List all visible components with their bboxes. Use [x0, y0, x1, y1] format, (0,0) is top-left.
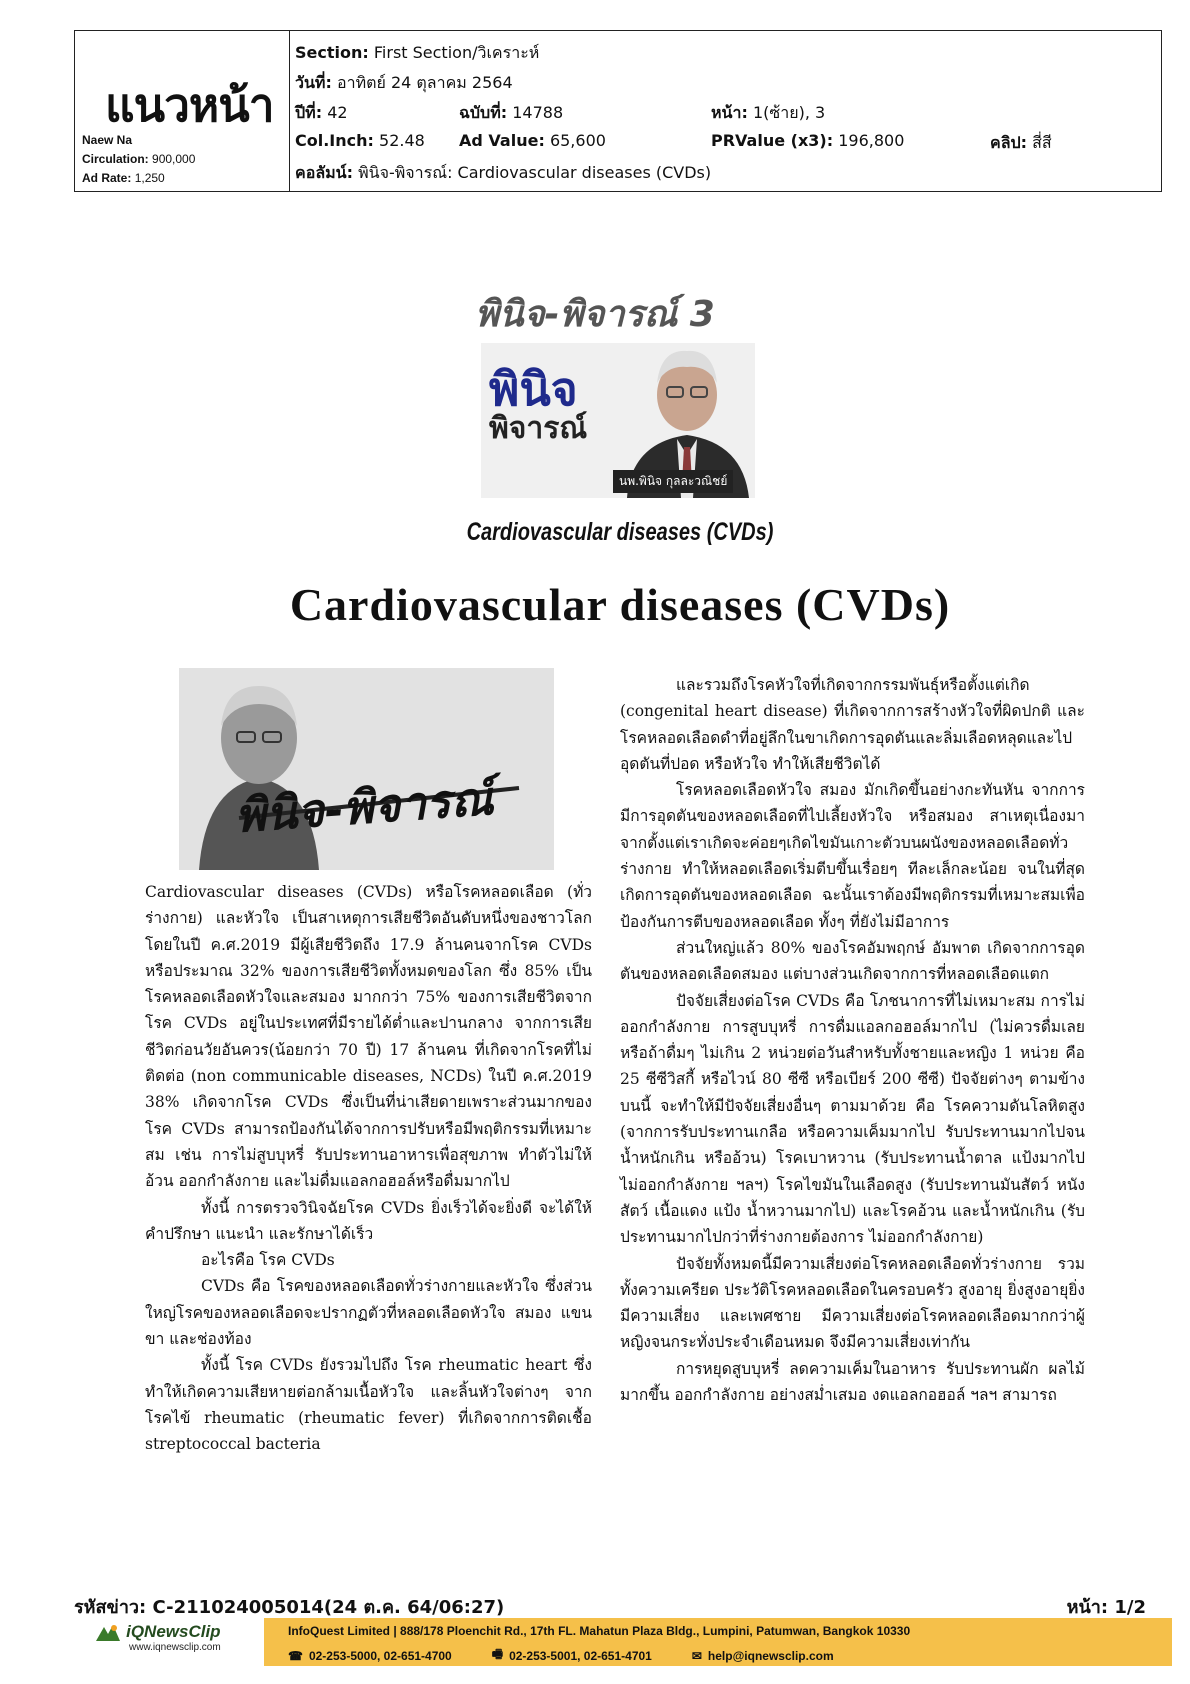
section-label: Section: [295, 43, 369, 62]
paragraph: ส่วนใหญ่แล้ว 80% ของโรคอัมพฤกษ์ อัมพาต เกิดจากการอุดตันของหลอดเลือดสมอง แต่บางส่วนเกิดจากการที่หลอดเลือดแตก [620, 938, 1085, 984]
circulation-label: Circulation: [82, 152, 149, 166]
news-code [74, 1592, 504, 1621]
paragraph: ปัจจัยเสี่ยงต่อโรค CVDs คือ โภชนาการที่ไม่เหมาะสม การไม่ออกกำลังกาย การสูบบุหรี่ การดื่มแอลกอฮอล์มากไป (ไม่ควรดื่มเลยหรือถ้าดื่มๆ ไม่เกิน 2 หน่วยต่อวันสำหรับทั้งชายและหญิง 1 หน่วย คือ 25 ซีซีวิสกี้ หรือไวน์ 80 ซีซี หรือเบียร์ 200 ซีซี) ปัจจัยต่างๆ ตามข้างบนนี้ จะทำให้มีปัจจัยเสี่ยงอื่นๆ ตามมาด้วย คือ โรคความดันโลหิตสูง (จากการรับประทานเกลือ หรือความเค็มมากไป รับประทานมากไปจนน้ำหนักเกิน หรืออ้วน) โรคเบาหวาน (รับประทานน้ำตาล แป้งมากไป ไม่ออกกำลังกาย ฯลฯ) โรคไขมันในเลือดสูง (รับประทานมันสัตว์ หนังสัตว์ เนื้อแดง แป้ง น้ำหวานมากไป) และโรคอ้วน และน้ำหนักเกิน (รับประทานมากไปกว่าที่ร่างกายต้องการ ไม่ออกกำลังกาย) [620, 991, 1085, 1247]
iqnewsclip-logo [95, 1622, 245, 1653]
paragraph: ทั้งนี้ โรค CVDs ยังรวมไปถึง โรค rheumatic heart ซึ่งทำให้เกิดความเสียหายต่อกล้ามเนื้อหัวใจ และลิ้นหัวใจต่างๆ จากโรคไข้ rheumatic (rheumatic fever) ที่เกิดจากการติดเชื้อ streptococcal bacteria [145, 1356, 592, 1454]
logo-icon [95, 1624, 121, 1642]
publication-meta [82, 131, 195, 188]
date-value: อาทิตย์ 24 ตุลาคม 2564 [336, 73, 513, 92]
advalue-value: 65,600 [549, 131, 606, 150]
paragraph: ปัจจัยทั้งหมดนี้มีความเสี่ยงต่อโรคหลอดเลือดทั่วร่างกาย รวมทั้งความเครียด ประวัติโรคหลอดเลือดในครอบครัว สูงอายุ ยิ่งสูงอายุยิ่งมีความเสี่ยง และเพศชาย มีความเสี่ยงต่อโรคหลอดเลือดมากกว่าผู้หญิงจนกระทั่งประจำเดือนหมด จึงมีความเสี่ยงเท่ากัน [620, 1254, 1085, 1352]
year-label: ปีที่: [295, 103, 323, 122]
paragraph: อะไรคือ โรค CVDs [201, 1251, 335, 1270]
banner-title-1: พินิจ [489, 362, 578, 416]
paragraph: การหยุดสูบบุหรี่ ลดความเค็มในอาหาร รับประทานผัก ผลไม้มากขึ้น ออกกำลังกาย อย่างสม่ำเสมอ งดแอลกอฮอล์ ฯลฯ สามารถ [620, 1359, 1085, 1405]
page-indicator-value: 1/2 [1114, 1597, 1146, 1618]
paragraph: โรคหลอดเลือดหัวใจ สมอง มักเกิดขึ้นอย่างกะทันหัน จากการมีการอุดตันของหลอดเลือดที่ไปเลี้ยงหัวใจ หรือสมอง สาเหตุเนื่องมาจากตั้งแต่เราเกิดจะค่อยๆเกิดไขมันเกาะตัวบนผนังของหลอดเลือดทั่วร่างกาย ทำให้หลอดเลือดเริ่มตีบขึ้นเรื่อยๆ ทีละเล็กละน้อย จนในที่สุดเกิดการอุดตันของหลอดเลือด ฉะนั้นเราต้องมีพฤติกรรมที่เหมาะสมเพื่อป้องกันการตีบของหลอดเลือด ทั้งๆ ที่ยังไม่มีอาการ [620, 781, 1085, 931]
page-indicator-label: หน้า: [1066, 1597, 1109, 1618]
section-value: First Section/วิเคราะห์ [373, 43, 540, 62]
advalue-label: Ad Value: [459, 131, 545, 150]
contact-email[interactable]: help@iqnewsclip.com [707, 1648, 834, 1663]
article-headline: Cardiovascular diseases (CVDs) [289, 579, 951, 630]
page-label: หน้า: [711, 103, 748, 122]
news-code-date: (24 ต.ค. 64/06:27) [323, 1597, 505, 1618]
photo-column-logo: พินิจ-พิจารณ์ [233, 771, 495, 843]
contact-bar [264, 1618, 1172, 1666]
page-indicator [1067, 1592, 1146, 1621]
mail-icon: ✉ [691, 1648, 702, 1663]
colinch-label: Col.Inch: [295, 131, 374, 150]
logo-text: iQNewsClip [126, 1622, 221, 1641]
prvalue-label: PRValue (x3): [711, 131, 834, 150]
phone-numbers: 02-253-5000, 02-651-4700 [308, 1648, 452, 1663]
paragraph: และรวมถึงโรคหัวใจที่เกิดจากกรรมพันธุ์หรือตั้งแต่เกิด (congenital heart disease) ที่เกิดจากการสร้างหัวใจที่ผิดปกติ และโรคหลอดเลือดดำที่อยู่ลึกในขาเกิดการอุดตันและลิ่มเลือดหลุดและไปอุดตันที่ปอด หรือหัวใจ ทำให้เสียชีวิตได้ [620, 676, 1085, 773]
circulation-value: 900,000 [152, 152, 196, 166]
issue-value: 14788 [512, 103, 564, 122]
publication-logo: แนวหน้า [105, 78, 274, 132]
paragraph: ทั้งนี้ การตรวจวินิจฉัยโรค CVDs ยิ่งเร็วได้จะยิ่งดี จะได้ให้คำปรึกษา แนะนำ และรักษาได้เร็ว [145, 1198, 592, 1243]
page-value: 1(ซ้าย), 3 [752, 103, 826, 122]
banner-title-2: พิจารณ์ [489, 411, 588, 446]
prvalue-value: 196,800 [838, 131, 905, 150]
column-value: พินิจ-พิจารณ์: Cardiovascular diseases (CVDs) [358, 163, 712, 182]
clip-header [74, 30, 1162, 192]
fax-numbers: 02-253-5001, 02-651-4701 [509, 1648, 652, 1663]
article-photo [179, 668, 554, 870]
author-caption: นพ.พินิจ กุลละวณิชย์ [613, 470, 733, 493]
article-column-right [620, 672, 1085, 1408]
adrate-value: 1,250 [134, 171, 165, 185]
publication-name-en: Naew Na [82, 133, 133, 147]
colinch-value: 52.48 [379, 131, 425, 150]
paragraph: CVDs คือ โรคของหลอดเลือดทั่วร่างกายและหัวใจ ซึ่งส่วนใหญ่โรคของหลอดเลือดจะปรากฏตัวที่หลอดเลือดหัวใจ สมอง แขน ขา และช่องท้อง [145, 1277, 592, 1349]
year-value: 42 [327, 103, 348, 122]
column-kicker: พินิจ-พิจารณ์ 3 [475, 294, 715, 335]
phone-icon: ☎ [288, 1648, 303, 1663]
adrate-label: Ad Rate: [82, 171, 132, 185]
company-address: InfoQuest Limited | 888/178 Ploenchit Rd., 17th FL. Mahatun Plaza Bldg., Lumpini, Patumwan, Bangkok 10330 [288, 1624, 911, 1638]
clip-label: คลิป: [990, 133, 1028, 152]
article-column-left [145, 879, 592, 1458]
publication-box [75, 31, 290, 191]
column-label: คอลัมน์: [295, 163, 353, 182]
logo-url: www.iqnewsclip.com [129, 1642, 221, 1653]
contact-details [288, 1645, 834, 1666]
news-code-label: รหัสข่าว: [74, 1597, 147, 1618]
column-banner [481, 343, 755, 498]
clip-value: สี่สี [1032, 133, 1052, 152]
fax-icon: 🖷 [491, 1647, 504, 1661]
paragraph: Cardiovascular diseases (CVDs) หรือโรคหลอดเลือด (ทั่วร่างกาย) และหัวใจ เป็นสาเหตุการเสียชีวิตอันดับหนึ่งของชาวโลก โดยในปี ค.ศ.2019 มีผู้เสียชีวิตถึง 17.9 ล้านคนจากโรค CVDs หรือประมาณ 32% ของการเสียชีวิตทั้งหมดของโลก ซึ่ง 85% เป็นโรคหลอดเลือดหัวใจและสมอง มากกว่า 75% ของการเสียชีวิตจากโรค CVDs อยู่ในประเทศที่มีรายได้ต่ำและปานกลาง จากการเสียชีวิตก่อนวัยอันควร(น้อยกว่า 70 ปี) 17 ล้านคน ที่เกิดจากโรคที่ไม่ติดต่อ (non communicable diseases, NCDs) ในปี ค.ศ.2019 38% เกิดจากโรค CVDs ซึ่งเป็นที่น่าเสียดายเพราะส่วนมากของโรค CVDs สามารถป้องกันได้จากการปรับหรือมีพฤติกรรมที่เหมาะสม เช่น การไม่สูบบุหรี่ รับประทานอาหารเพื่อสุขภาพ ทำตัวไม่ให้อ้วน ออกกำลังกาย และไม่ดื่มแอลกอฮอล์หรือดื่มมากไป [145, 883, 592, 1191]
issue-label: ฉบับที่: [459, 103, 508, 122]
news-code-value: C-211024005014 [152, 1597, 324, 1618]
article-subhead: Cardiovascular diseases (CVDs) [466, 518, 774, 546]
date-label: วันที่: [295, 73, 332, 92]
